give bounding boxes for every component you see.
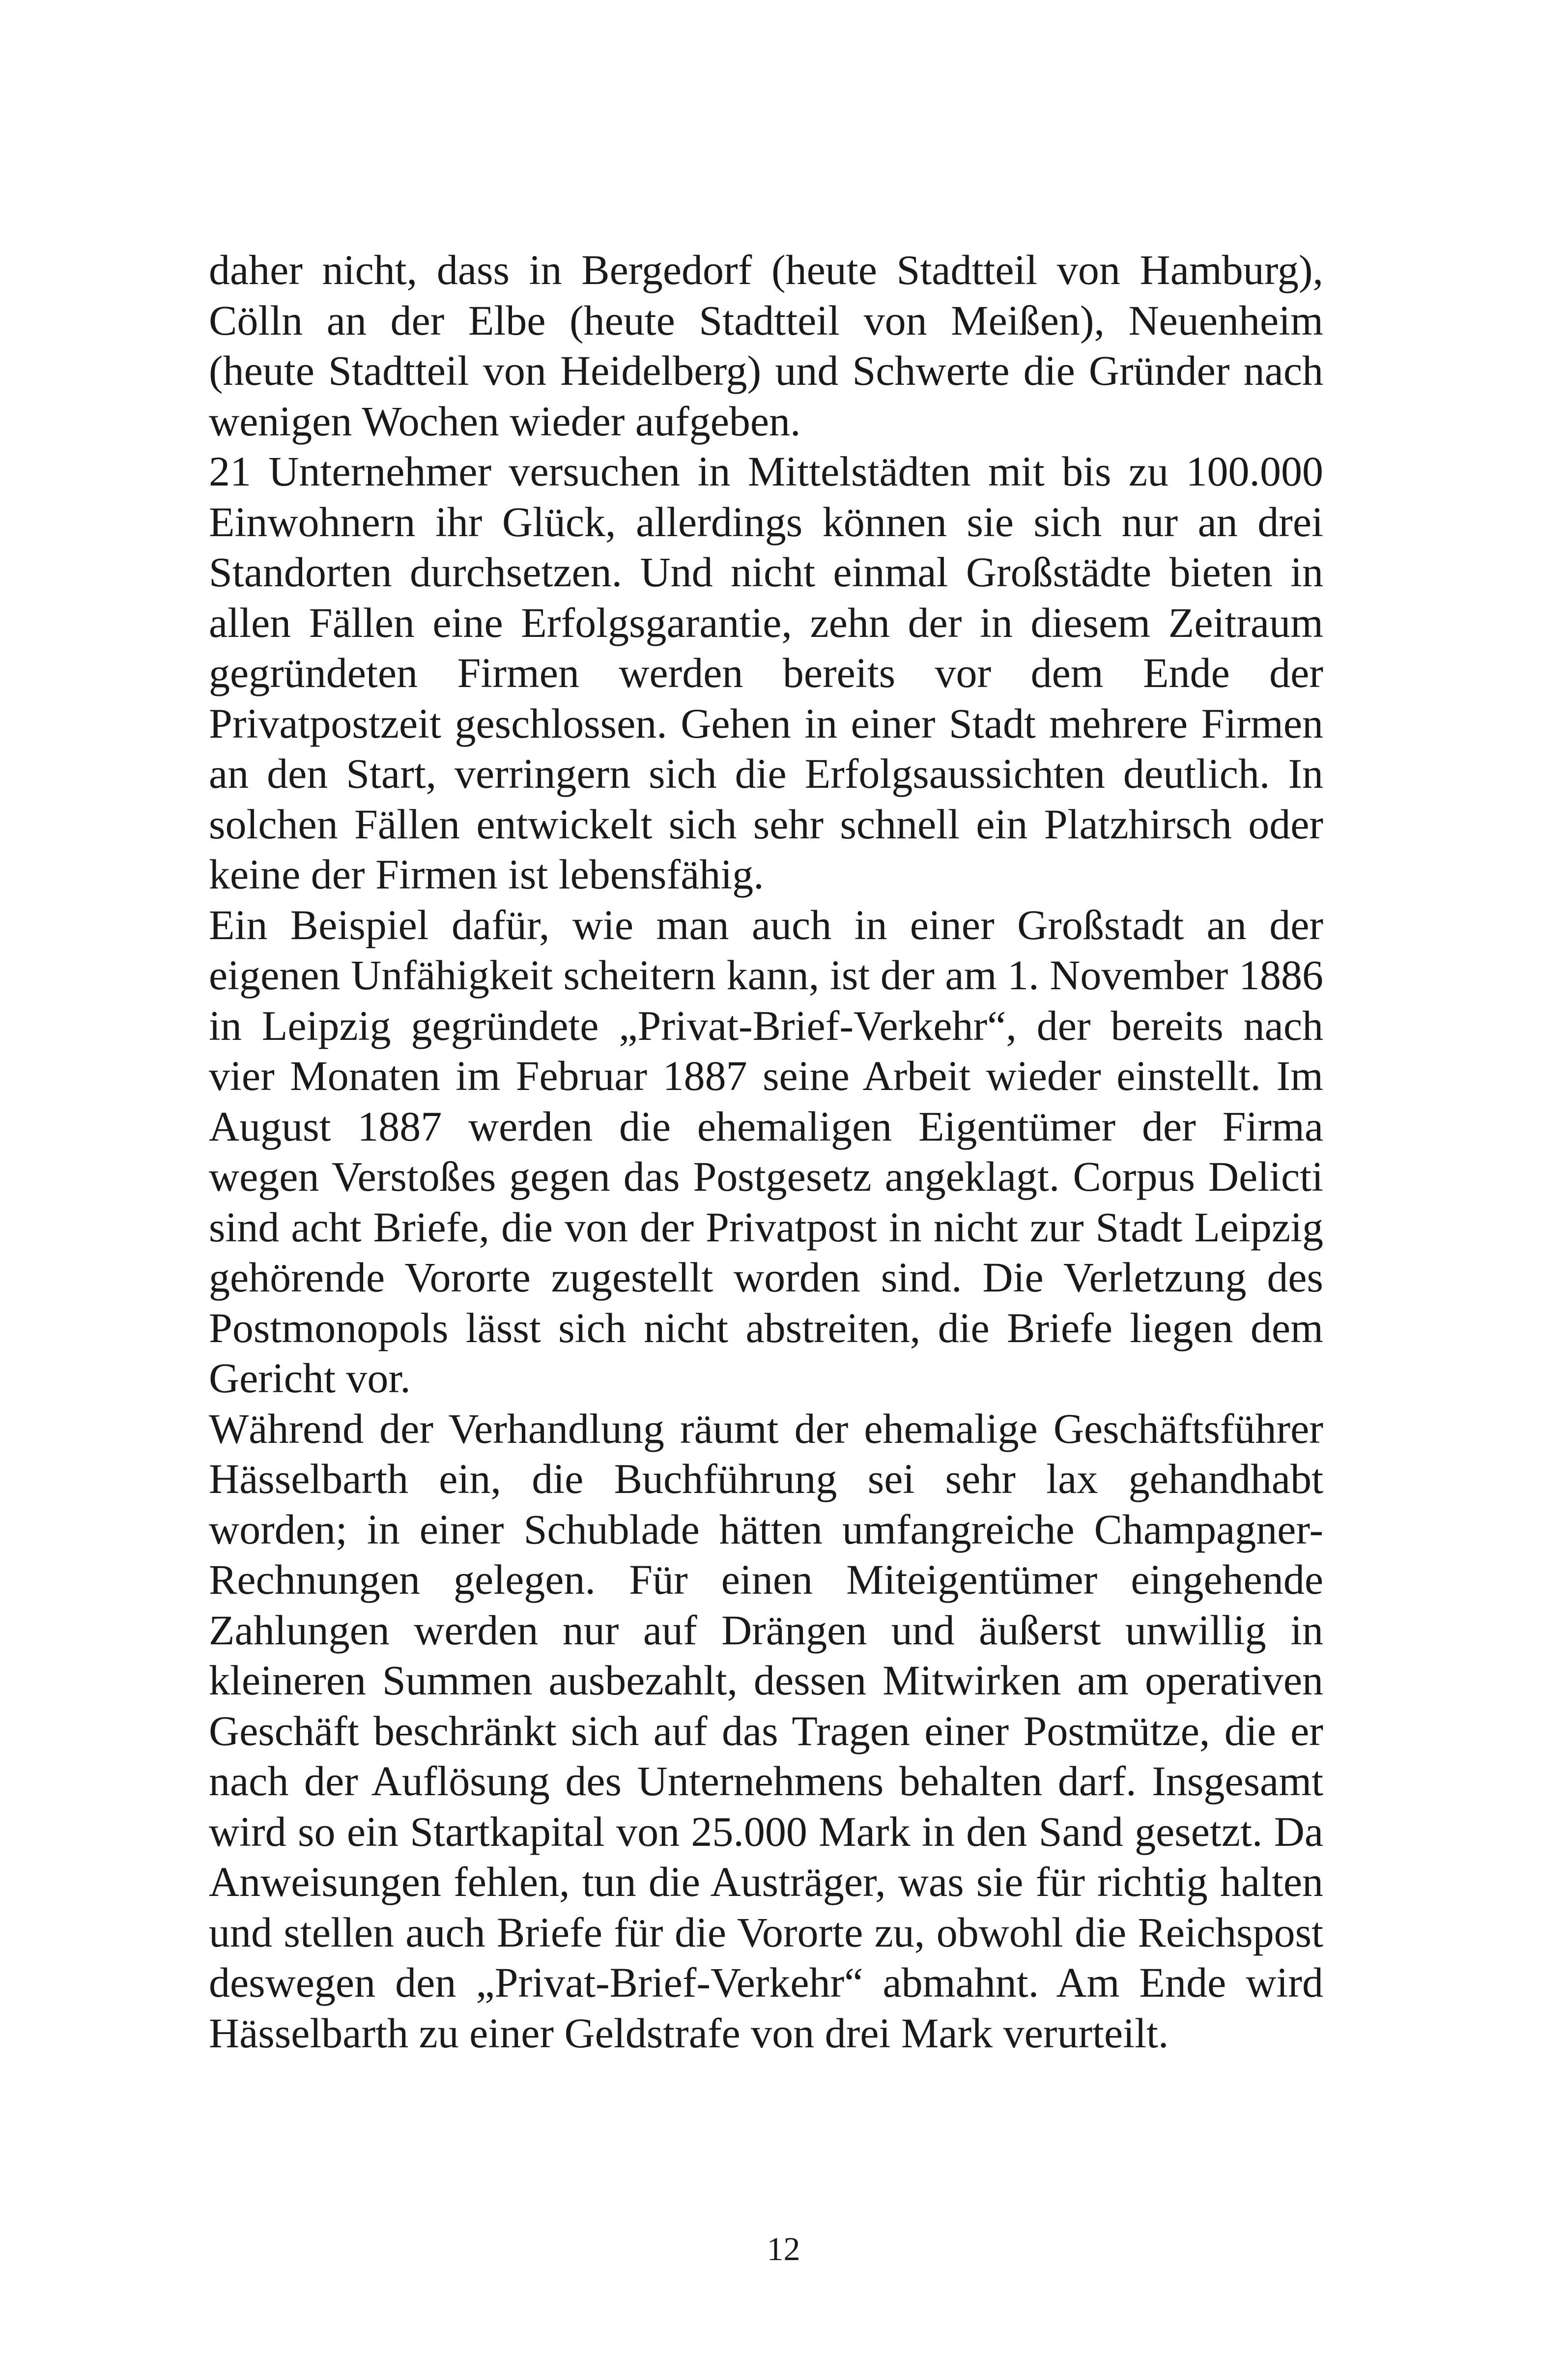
- paragraph-1: daher nicht, dass in Bergedorf (heute Stadtteil von Hamburg), Cölln an der Elbe (heute Stadtteil von Meißen), Neuenheim (heute Stadtteil von Heidelberg) und Schwerte die Gründer nach wenigen Wochen wieder aufgeben.: [209, 246, 1323, 445]
- body-text: [209, 245, 1323, 2058]
- paragraph-2: 21 Unternehmer versuchen in Mittelstädten mit bis zu 100.000 Einwohnern ihr Glück, allerdings können sie sich nur an drei Standorten durchsetzen. Und nicht einmal Großstädte bieten in allen Fällen eine Erfolgsgarantie, zehn der in diesem Zeitraum gegründeten Firmen werden bereits vor dem Ende der Privatpostzeit geschlossen. Gehen in einer Stadt mehrere Firmen an den Start, verringern sich die Erfolgsaussichten deutlich. In solchen Fällen entwickelt sich sehr schnell ein Platzhirsch oder keine der Firmen ist lebensfähig.: [209, 448, 1323, 898]
- page-number: 12: [767, 2230, 800, 2267]
- paragraph-4: Während der Verhandlung räumt der ehemalige Geschäftsführer Hässelbarth ein, die Buchführung sei sehr lax gehandhabt worden; in einer Schublade hätten umfangreiche Champagner-Rechnungen gelegen. Für einen Miteigentümer eingehende Zahlungen werden nur auf Drängen und äußerst unwillig in kleineren Summen ausbezahlt, dessen Mitwirken am operativen Geschäft beschränkt sich auf das Tragen einer Postmütze, die er nach der Auflösung des Unternehmens behalten darf. Insgesamt wird so ein Startkapital von 25.000 Mark in den Sand gesetzt. Da Anweisungen fehlen, tun die Austräger, was sie für richtig halten und stellen auch Briefe für die Vororte zu, obwohl die Reichspost deswegen den „Privat-Brief-Verkehr“ abmahnt. Am Ende wird Hässelbarth zu einer Geldstrafe von drei Mark verurteilt.: [209, 1405, 1323, 2057]
- paragraph-3: Ein Beispiel dafür, wie man auch in einer Großstadt an der eigenen Unfähigkeit scheitern kann, ist der am 1. November 1886 in Leipzig gegründete „Privat-Brief-Verkehr“, der bereits nach vier Monaten im Februar 1887 seine Arbeit wieder einstellt. Im August 1887 werden die ehemaligen Eigentümer der Firma wegen Verstoßes gegen das Postgesetz angeklagt. Corpus Delicti sind acht Briefe, die von der Privatpost in nicht zur Stadt Leipzig gehörende Vororte zugestellt worden sind. Die Verletzung des Postmonopols lässt sich nicht abstreiten, die Briefe liegen dem Gericht vor.: [209, 901, 1323, 1402]
